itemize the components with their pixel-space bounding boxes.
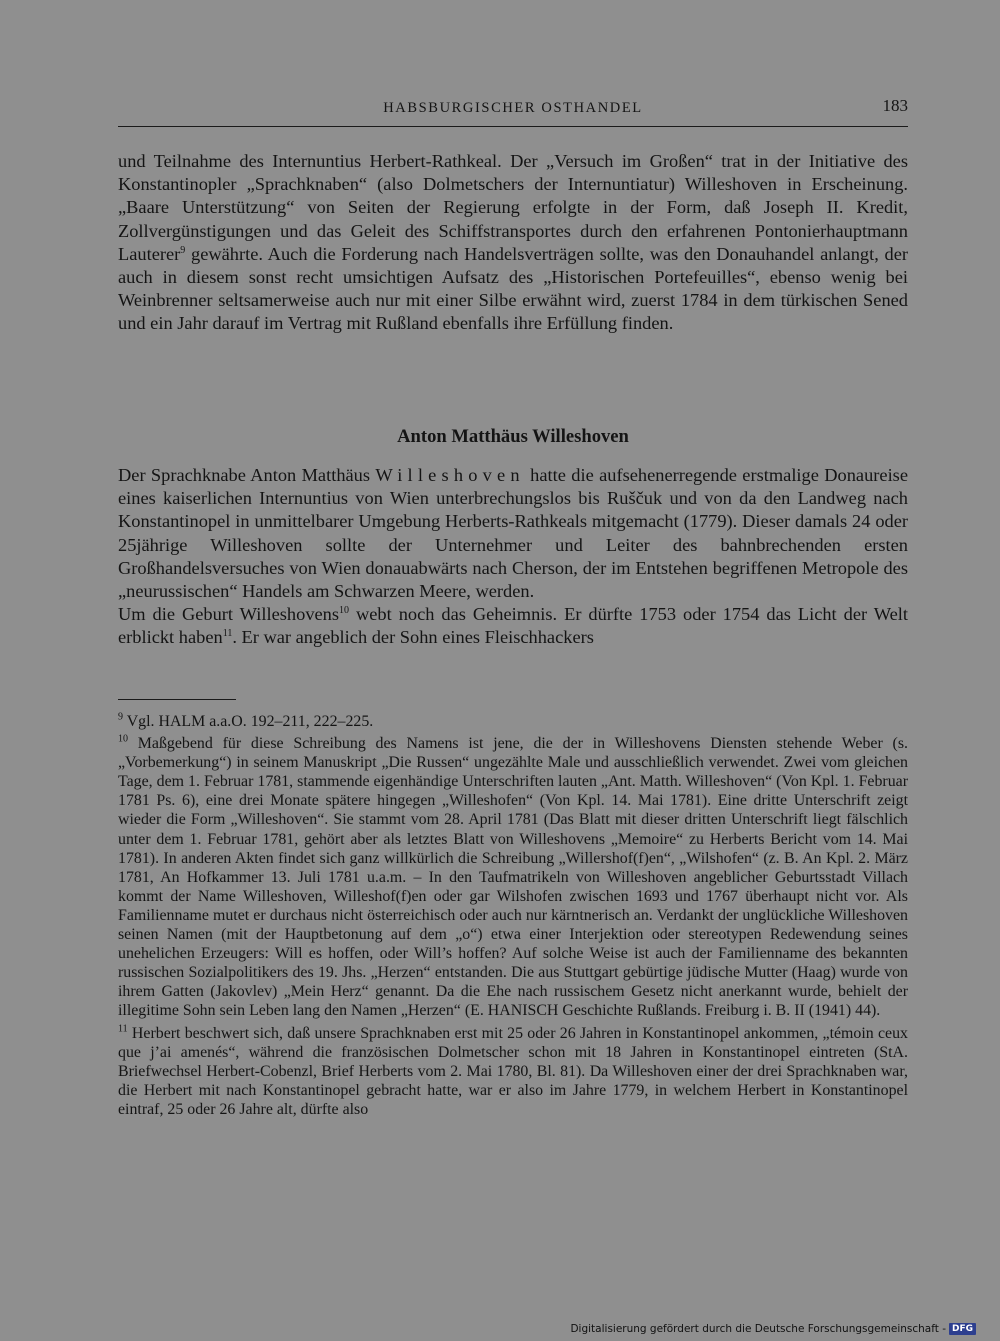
footnote-text: Vgl. HALM a.a.O. 192–211, 222–225.: [126, 713, 374, 730]
spaced-name: Willeshoven: [375, 465, 525, 485]
paragraph-text-before: Der Sprachknabe Anton Matthäus: [118, 465, 376, 485]
footnote-9: [118, 712, 908, 731]
page-number: 183: [882, 96, 908, 115]
footnote-ref-9[interactable]: 9: [180, 244, 186, 256]
footnote-ref-10[interactable]: 10: [339, 605, 350, 617]
paragraph-text: und Teilnahme des Internuntius Herbert-Rathkeal. Der „Versuch im Großen“ trat in der Initiative des Konstantinopler „Sprachknaben“ (also Dolmetschers der Internuntiatur) Willeshoven in Erscheinung. „Baare Unterstützung“ von Seiten der Regierung erfolgte in der Form, daß Joseph II. Kredit, Zollvergünstigungen und das Geleit des Schiffstransportes durch den erfahrenen Pontonierhauptmann Lauterer: [118, 151, 908, 264]
dfg-logo: DFG: [949, 1323, 976, 1335]
body-paragraph-2: [118, 464, 908, 650]
footer-credit: Digitalisierung gefördert durch die Deutsche Forschungsgemeinschaft -: [570, 1323, 946, 1335]
running-header: [118, 98, 908, 127]
paragraph-line-a: Um die Geburt Willeshovens: [118, 604, 340, 625]
paragraph-text-after: hatte die aufsehenerregende erstmalige Donaureise eines kaiserlichen Internuntius von Wien unterbrechungslos bis Ruščuk und von da den Landweg nach Konstantinopel in unmittelbarer Umgebung Herberts-Rathkeals mitgemacht (1779). Dieser damals 24 oder 25jährige Willeshoven sollte der Unternehmer und Leiter des bahnbrechenden ersten Großhandelsversuches von Wien donauabwärts nach Cherson, der im Entstehen begriffenen Metropole des „neurussischen“ Handels am Schwarzen Meere, werden.: [118, 465, 908, 602]
footnote-number: 10: [118, 733, 128, 745]
footnote-number: 9: [118, 711, 123, 723]
running-title: HABSBURGISCHER OSTHANDEL: [383, 100, 643, 116]
footnotes: [118, 712, 908, 1122]
footnote-number: 11: [118, 1023, 128, 1035]
footnote-separator: [118, 699, 236, 700]
footnote-10: [118, 734, 908, 1020]
footnote-text: Maßgebend für diese Schreibung des Namens ist jene, die der in Willeshovens Diensten stehende Weber (s. „Vorbemerkung“) in seinem Manuskript „Die Russen“ ungezählte Male und ausschließlich verwendet. Zwei vom gleichen Tage, dem 1. Februar 1781, stammende eigenhändige Unterschriften lauten „Ant. Matth. Willeshoven“ (Von Kpl. 1. Februar 1781 Ps. 6), eine drei Monate spätere hingegen „Willeshofen“ (Von Kpl. 14. Mai 1781). Eine dritte Unterschrift zeigt wieder die Form „Willeshoven“. Sie stammt vom 28. April 1781 (Das Blatt mit dieser dritten Unterschrift liegt fälschlich unter dem 1. Februar 1781, gehört aber als letztes Blatt von Willeshovens „Memoire“ zu Herberts Bericht vom 14. Mai 1781). In anderen Akten findet sich ganz willkürlich die Schreibung „Willershof(f)en“, „Wilshofen“ (z. B. An Kpl. 2. März 1781, An Hofkammer 13. Juli 1781 u.a.m. – In den Taufmatrikeln von Willeshoven angeblicher Geburtsstadt Villach kommt der Name Willeshoven, Willeshof(f)en oder gar Wilshofen zwischen 1693 und 1767 überhaupt nicht vor. Als Familienname mutet er durchaus nicht österreichisch oder auch nur kärntnerisch an. Verdankt der unglückliche Willeshoven seinen Namen (mit der Hauptbetonung auf dem „o“) etwa einer Interjektion oder stereotypen Redewendung seines unehelichen Erzeugers: Will es hoffen, oder Will’s hoffen? Auf solche Weise ist auch der Familienname des bekannten russischen Sozialpolitikers des 19. Jhs. „Herzen“ entstanden. Die aus Stuttgart gebürtige jüdische Mutter (Haag) wurde von ihrem Gatten (Jakovlev) „Mein Herz“ genannt. Da die Ehe nach russischem Gesetz nicht anerkannt wurde, behielt der illegitime Sohn sein Leben lang den Namen „Herzen“ (E. HANISCH Geschichte Rußlands. Freiburg i. B. II (1941) 44).: [118, 735, 908, 1020]
footnote-11: [118, 1024, 908, 1119]
digitization-footer: [570, 1323, 976, 1335]
section-heading: Anton Matthäus Willeshoven: [397, 426, 629, 447]
footnote-text: Herbert beschwert sich, daß unsere Sprachknaben erst mit 25 oder 26 Jahren in Konstantinopel ankommen, „témoin ceux que j’ai amenés“, während die französischen Dolmetscher schon mit 18 Jahren in Konstantinopel eintreten (StA. Briefwechsel Herbert-Cobenzl, Brief Herberts vom 2. Mai 1780, Bl. 81). Da Willeshoven einer der drei Sprachknaben war, die Herbert mit nach Konstantinopel gebracht hatte, war er also im Jahre 1779, in welchem Herbert in Konstantinopel eintraf, 25 oder 26 Jahre alt, dürfte also: [118, 1024, 908, 1118]
body-paragraph-1: [118, 150, 908, 336]
paragraph-line-c: . Er war angeblich der Sohn eines Fleischhackers: [232, 627, 594, 648]
paragraph-text-rest: gewährte. Auch die Forderung nach Handelsverträgen sollte, was den Donauhandel anlangt, der auch in diesem sonst recht umsichtigen Aufsatz des „Historischen Portefeuilles“, ebenso wenig bei Weinbrenner seltsamerweise auch nur mit einer Silbe erwähnt wird, zuerst 1784 in dem türkischen Sened und ein Jahr darauf im Vertrag mit Rußland ebenfalls ihre Erfüllung finden.: [118, 243, 908, 334]
footnote-ref-11[interactable]: 11: [222, 628, 233, 640]
paragraph-line-b: webt noch das Geheimnis. Er dürfte 1753 oder 1754 das Licht der Welt erblickt haben: [118, 604, 908, 648]
